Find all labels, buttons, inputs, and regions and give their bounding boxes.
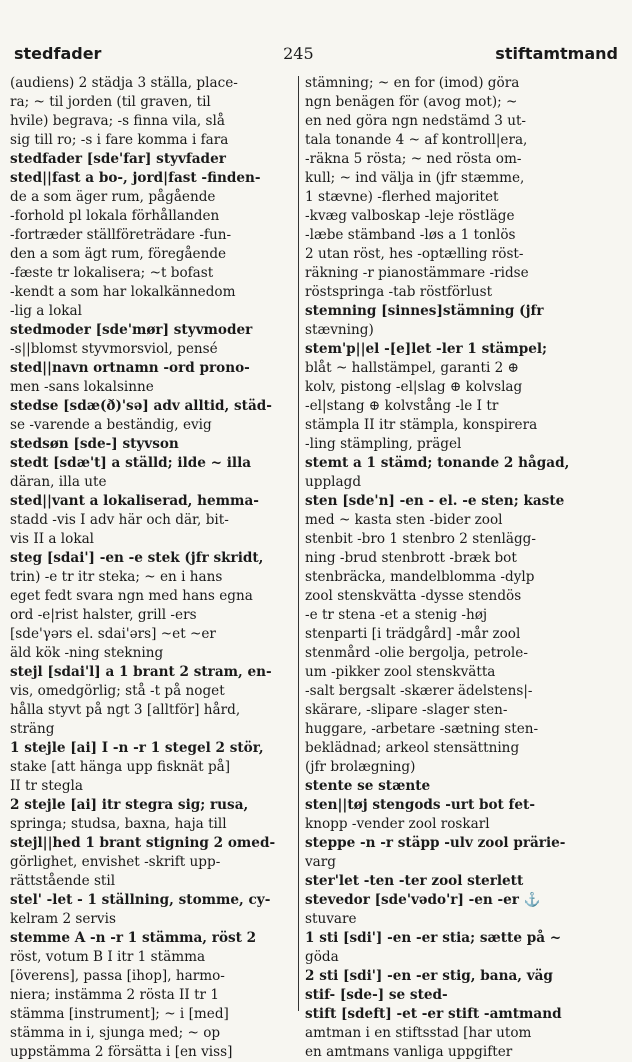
entry-headword-line: sten||tøj stengods -urt bot fet- [305, 797, 535, 813]
entry-headword-line: 2 sti [sdi'] -en -er stig, bana, väg [305, 968, 553, 984]
entry-headword-line: sted||fast a bo-, jord|fast -finden- [10, 170, 261, 186]
entry-headword-line: stedt [sdæ't] a ställd; ilde ~ illa [10, 455, 252, 471]
entry-line: sig till ro; -s i fare komma i fara [10, 132, 229, 148]
entry-line: stämpla II itr stämpla, konspirera [305, 417, 538, 433]
entry-line: kolv, pistong -el|slag ⊕ kolvslag [305, 379, 523, 395]
entry-line: -lig a lokal [10, 303, 82, 319]
entry-headword-line: steppe -n -r stäpp -ulv zool prärie- [305, 835, 566, 851]
entry-line: kelram 2 servis [10, 911, 116, 927]
entry-headword-line: stel' -let - 1 ställning, stomme, cy- [10, 892, 271, 908]
entry-line: kull; ~ ind välja in (jfr stæmme, [305, 170, 525, 186]
entry-line: eget fedt svara ngn med hans egna [10, 588, 253, 604]
entry-line: trin) -e tr itr steka; ~ en i hans [10, 569, 223, 585]
entry-line: skärare, -slipare -slager sten- [305, 702, 508, 718]
entry-line: se -varende a beständig, evig [10, 417, 212, 433]
entry-line: ra; ~ til jorden (til graven, til [10, 94, 211, 110]
entry-line: 1 stævne) -flerhed majoritet [305, 189, 499, 205]
entry-line: (jfr brolægning) [305, 759, 416, 775]
entry-line: stadd -vis I adv här och där, bit- [10, 512, 229, 528]
entry-line: stenparti [i trädgård] -mår zool [305, 626, 521, 642]
entry-line: -el|stang ⊕ kolvstång -le I tr [305, 398, 499, 414]
entry-line: huggare, -arbetare -sætning sten- [305, 721, 539, 737]
entry-headword-line: stif- [sde-] se sted- [305, 987, 448, 1003]
entry-line: II tr stegla [10, 778, 83, 794]
entry-line: niera; instämma 2 rösta II tr 1 [10, 987, 220, 1003]
entry-line: de a som äger rum, pågående [10, 189, 216, 205]
entry-headword-line: 1 sti [sdi'] -en -er stia; sætte på ~ [305, 930, 562, 946]
entry-line: stævning) [305, 322, 374, 338]
entry-line: göda [305, 949, 339, 965]
entry-line: -læbe stämband -løs a 1 tonlös [305, 227, 516, 243]
entry-line: hvile) begrava; -s finna vila, slå [10, 113, 225, 129]
entry-line: stämma in i, sjunga med; ~ op [10, 1025, 221, 1041]
entry-line: stämma [instrument]; ~ i [med] [10, 1006, 229, 1022]
right-column [305, 74, 623, 1060]
entry-line: knopp -vender zool roskarl [305, 816, 490, 832]
entry-line: rättstående stil [10, 873, 116, 889]
entry-line: ord -e|rist halster, grill -ers [10, 607, 197, 623]
entry-headword-line: stedse [sdæ(ð)'sə] adv alltid, städ- [10, 398, 272, 414]
entry-line: räkning -r pianostämmare -ridse [305, 265, 529, 281]
entry-line: upplagd [305, 474, 362, 490]
entry-line: -kvæg valboskap -leje röstläge [305, 208, 515, 224]
entry-line: -kendt a som har lokalkännedom [10, 284, 236, 300]
entry-line: um -pikker zool stenskvätta [305, 664, 496, 680]
entry-line: [överens], passa [ihop], harmo- [10, 968, 225, 984]
entry-headword-line: 1 stejle [ai] I -n -r 1 stegel 2 stör, [10, 740, 264, 756]
entry-line: -e tr stena -et a stenig -høj [305, 607, 488, 623]
entry-line: men -sans lokalsinne [10, 379, 154, 395]
entry-line: äld kök -ning stekning [10, 645, 164, 661]
left-guide-word: stedfader [14, 44, 102, 63]
entry-line: ngn benägen för (avog mot); ~ [305, 94, 518, 110]
entry-line: stenmård -olie bergolja, petrole- [305, 645, 528, 661]
entry-line: tala tonande 4 ~ af kontroll|era, [305, 132, 528, 148]
entry-line: zool stenskvätta -dysse stendös [305, 588, 522, 604]
entry-line: en ned göra ngn nedstämd 3 ut- [305, 113, 527, 129]
running-header [14, 44, 618, 70]
entry-headword-line: sten [sde'n] -en - el. -e sten; kaste [305, 493, 565, 509]
entry-line: en amtmans vanliga uppgifter [305, 1044, 513, 1060]
entry-line: blåt ~ hallstämpel, garanti 2 ⊕ [305, 360, 520, 376]
entry-line: uppstämma 2 försätta i [en viss] [10, 1044, 233, 1060]
entry-headword-line: sted||navn ortnamn -ord prono- [10, 360, 250, 376]
entry-line: 2 utan röst, hes -optælling röst- [305, 246, 524, 262]
entry-line: beklädnad; arkeol stensättning [305, 740, 520, 756]
entry-line: stenbit -bro 1 stenbro 2 stenlägg- [305, 531, 536, 547]
entry-line: stenbräcka, mandelblomma -dylp [305, 569, 535, 585]
entry-line: den a som ägt rum, föregående [10, 246, 227, 262]
left-column [10, 74, 293, 1060]
entry-line: amtman i en stiftsstad [har utom [305, 1025, 532, 1041]
page-number: 245 [283, 44, 314, 63]
entry-line: stake [att hänga upp fisknät på] [10, 759, 231, 775]
entry-headword-line: stejl||hed 1 brant stigning 2 omed- [10, 835, 276, 851]
entry-line: -forhold pl lokala förhållanden [10, 208, 220, 224]
entry-headword-line: stejl [sdai'l] a 1 brant 2 stram, en- [10, 664, 272, 680]
entry-line: stuvare [305, 911, 357, 927]
entry-headword-line: stem'p||el -[e]let -ler 1 stämpel; [305, 341, 548, 357]
column-divider [298, 76, 299, 1011]
entry-line: ning -brud stenbrott -bræk bot [305, 550, 517, 566]
entry-line: med ~ kasta sten -bider zool [305, 512, 503, 528]
entry-headword-line: stedfader [sde'far] styvfader [10, 151, 226, 167]
entry-headword-line: steg [sdai'] -en -e stek (jfr skridt, [10, 550, 264, 566]
entry-line: görlighet, envishet -skrift upp- [10, 854, 221, 870]
entry-line: -ling stämpling, prägel [305, 436, 462, 452]
entry-line: vis, omedgörlig; stå -t på noget [10, 683, 225, 699]
entry-headword-line: stente se stænte [305, 778, 431, 794]
right-guide-word: stiftamtmand [495, 44, 618, 63]
entry-line: röstspringa -tab röstförlust [305, 284, 493, 300]
entry-line: varg [305, 854, 336, 870]
entry-line: stämning; ~ en for (imod) göra [305, 75, 520, 91]
entry-headword-line: sted||vant a lokaliserad, hemma- [10, 493, 259, 509]
entry-line: -fortræder ställföreträdare -fun- [10, 227, 232, 243]
entry-headword-line: stedmoder [sde'mør] styvmoder [10, 322, 253, 338]
entry-headword-line: 2 stejle [ai] itr stegra sig; rusa, [10, 797, 249, 813]
entry-line: sträng [10, 721, 55, 737]
entry-headword-line: ster'let -ten -ter zool sterlett [305, 873, 524, 889]
entry-headword-line: stemning [sinnes]stämning (jfr [305, 303, 544, 319]
entry-headword-line: stevedor [sde'vədo'r] -en -er ⚓ [305, 892, 541, 908]
entry-line: [sde'γərs el. sdai'ərs] ~et ~er [10, 626, 216, 642]
entry-line: -fæste tr lokalisera; ~t bofast [10, 265, 214, 281]
entry-headword-line: stift [sdeft] -et -er stift -amtmand [305, 1006, 562, 1022]
entry-line: hålla styvt på ngt 3 [alltför] hård, [10, 702, 241, 718]
entry-headword-line: stemt a 1 stämd; tonande 2 hågad, [305, 455, 570, 471]
entry-line: däran, illa ute [10, 474, 107, 490]
entry-headword-line: stedsøn [sde-] styvson [10, 436, 179, 452]
entry-line: springa; studsa, baxna, haja till [10, 816, 227, 832]
entry-line: vis II a lokal [10, 531, 95, 547]
entry-line: (audiens) 2 städja 3 ställa, place- [10, 75, 238, 91]
entry-headword-line: stemme A -n -r 1 stämma, röst 2 [10, 930, 257, 946]
entry-line: -räkna 5 rösta; ~ ned rösta om- [305, 151, 522, 167]
entry-line: -salt bergsalt -skærer ädelstens|- [305, 683, 533, 699]
entry-line: -s||blomst styvmorsviol, pensé [10, 341, 218, 357]
entry-line: röst, votum B I itr 1 stämma [10, 949, 206, 965]
